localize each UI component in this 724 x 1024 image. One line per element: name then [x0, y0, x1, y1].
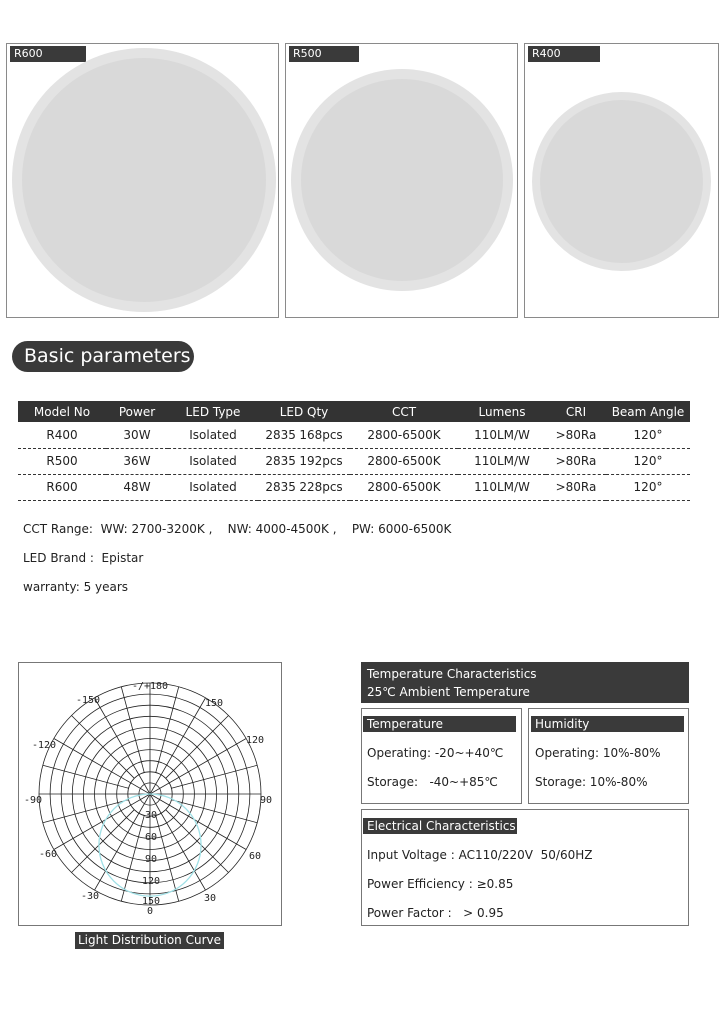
temperature-label: Temperature: [363, 716, 516, 732]
header-power: Power: [106, 401, 168, 422]
cell-led-qty: [258, 474, 350, 500]
temperature-storage: Storage: -40~+85℃: [367, 775, 498, 789]
cell-power: 48W: [106, 474, 168, 500]
led-chip: 2835: [265, 454, 296, 468]
angle-label: -60: [38, 849, 58, 860]
cell-cct: 2800-6500K: [350, 448, 458, 474]
table-header-row: [18, 401, 690, 422]
angle-label: -90: [23, 795, 43, 806]
temp-char-title: Temperature Characteristics: [367, 667, 537, 681]
angle-label: 0: [146, 906, 154, 917]
grid-spoke: [43, 800, 129, 823]
cell-beam-angle: 120°: [606, 448, 690, 474]
grid-spoke: [95, 698, 151, 794]
grid-spoke: [121, 687, 144, 773]
led-brand-note: LED Brand : Epistar: [23, 551, 144, 565]
power-efficiency: Power Efficiency : ≥0.85: [367, 877, 514, 891]
panel-light-image: [532, 92, 711, 271]
angle-label: -120: [31, 740, 57, 751]
parameters-table: [18, 401, 690, 501]
grid-spoke: [156, 687, 179, 773]
led-count: 168pcs: [299, 427, 343, 442]
product-panel-r600: [6, 43, 279, 318]
grid-spoke: [43, 765, 129, 788]
grid-spoke: [150, 794, 246, 850]
ambient-temperature: 25℃ Ambient Temperature: [367, 685, 530, 699]
product-label: R600: [10, 46, 86, 62]
cell-led-type: Isolated: [168, 422, 258, 448]
cell-led-qty: [258, 448, 350, 474]
cell-cri: >80Ra: [546, 474, 606, 500]
grid-spoke: [171, 765, 257, 788]
header-model: Model No: [18, 401, 106, 422]
table-row: [18, 448, 690, 474]
humidity-operating: Operating: 10%-80%: [535, 746, 661, 760]
grid-spoke: [54, 794, 150, 850]
radial-label: 30: [144, 810, 158, 821]
polar-chart: [19, 663, 281, 925]
led-count: 192pcs: [299, 454, 343, 468]
product-panel-r500: [285, 43, 518, 318]
angle-label: 30: [203, 893, 217, 904]
cell-model: R400: [18, 422, 106, 448]
grid-spoke: [150, 698, 206, 794]
panel-light-image: [12, 48, 276, 312]
grid-spoke: [150, 739, 246, 795]
angle-label: 60: [248, 851, 262, 862]
header-cct: CCT: [350, 401, 458, 422]
cct-range-note: CCT Range: WW: 2700-3200K , NW: 4000-4500K , PW: 6000-6500K: [23, 522, 452, 536]
header-led-type: LED Type: [168, 401, 258, 422]
header-led-qty: LED Qty: [258, 401, 350, 422]
grid-spoke: [166, 810, 229, 873]
angle-label: 150: [204, 698, 224, 709]
cell-model: R600: [18, 474, 106, 500]
grid-spoke: [156, 815, 179, 901]
cell-cct: 2800-6500K: [350, 422, 458, 448]
cell-cct: 2800-6500K: [350, 474, 458, 500]
radial-label: 90: [144, 854, 158, 865]
product-label: R400: [528, 46, 600, 62]
product-label: R500: [289, 46, 359, 62]
cell-cri: >80Ra: [546, 448, 606, 474]
grid-spoke: [121, 815, 144, 901]
input-voltage: Input Voltage : AC110/220V 50/60HZ: [367, 848, 593, 862]
header-cri: CRI: [546, 401, 606, 422]
angle-label: 90: [259, 795, 273, 806]
cell-beam-angle: 120°: [606, 422, 690, 448]
led-chip: 2835: [265, 480, 296, 494]
radial-label: 120: [141, 876, 161, 887]
angle-label: -150: [75, 695, 101, 706]
chart-caption: Light Distribution Curve: [75, 932, 224, 949]
cell-beam-angle: 120°: [606, 474, 690, 500]
grid-spoke: [72, 716, 135, 779]
temperature-operating: Operating: -20~+40℃: [367, 746, 504, 760]
radial-label: 60: [144, 832, 158, 843]
angle-label: -30: [80, 891, 100, 902]
grid-spoke: [54, 739, 150, 795]
led-count: 228pcs: [299, 480, 343, 494]
product-panel-r400: [524, 43, 719, 318]
cell-model: R500: [18, 448, 106, 474]
humidity-storage: Storage: 10%-80%: [535, 775, 648, 789]
grid-spoke: [166, 716, 229, 779]
cell-lumens: 110LM/W: [458, 474, 546, 500]
cell-led-qty: [258, 422, 350, 448]
led-chip: 2835: [265, 427, 296, 442]
header-beam-angle: Beam Angle: [606, 401, 690, 422]
cell-power: 36W: [106, 448, 168, 474]
angle-label: 120: [245, 735, 265, 746]
grid-spoke: [72, 810, 135, 873]
humidity-label: Humidity: [531, 716, 684, 732]
cell-lumens: 110LM/W: [458, 448, 546, 474]
table-row: [18, 474, 690, 500]
cell-cri: >80Ra: [546, 422, 606, 448]
panel-light-image: [291, 69, 513, 291]
table-row: [18, 422, 690, 448]
cell-led-type: Isolated: [168, 448, 258, 474]
header-lumens: Lumens: [458, 401, 546, 422]
cell-led-type: Isolated: [168, 474, 258, 500]
power-factor: Power Factor : > 0.95: [367, 906, 504, 920]
grid-spoke: [171, 800, 257, 823]
cell-lumens: 110LM/W: [458, 422, 546, 448]
warranty-note: warranty: 5 years: [23, 580, 129, 594]
cell-power: 30W: [106, 422, 168, 448]
radial-label: 150: [141, 896, 161, 907]
temperature-characteristics-header: [361, 662, 689, 703]
angle-label: -/+180: [131, 681, 169, 692]
light-distribution-figure: [18, 662, 282, 926]
section-title: Basic parameters: [12, 341, 194, 372]
electrical-label: Electrical Characteristics: [363, 818, 517, 834]
